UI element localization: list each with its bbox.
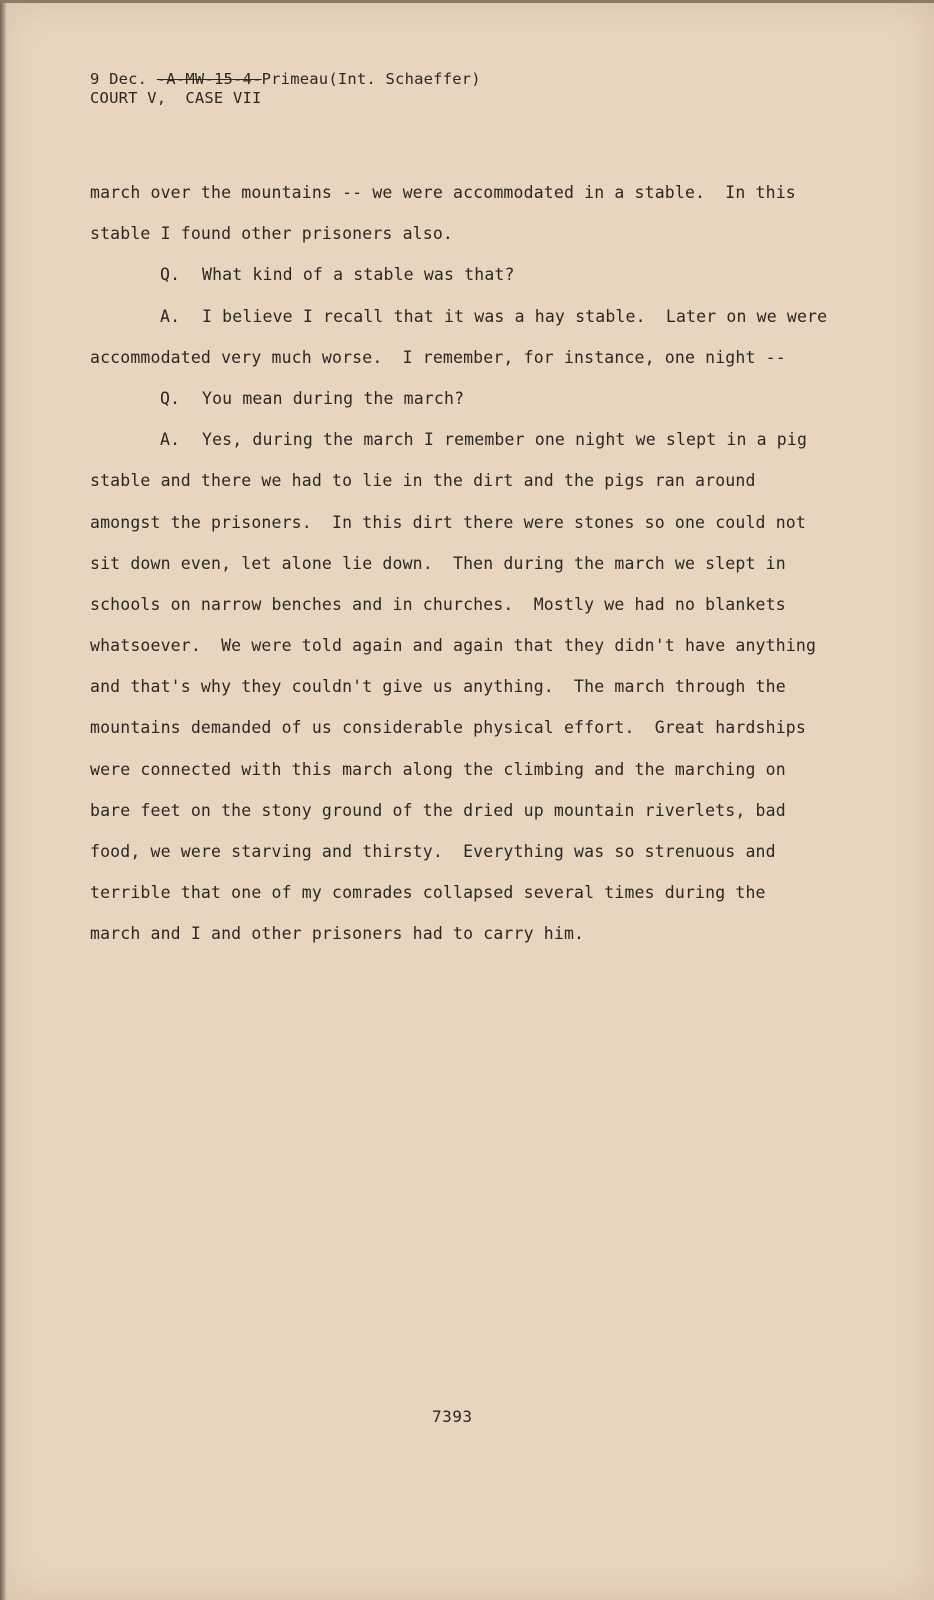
answer-text: I believe I recall that it was a hay stable. Later on we were: [202, 306, 828, 326]
answer-marker: A.: [160, 430, 181, 450]
transcript-body: [90, 172, 850, 955]
text-line: amongst the prisoners. In this dirt there were stones so one could not: [90, 512, 806, 532]
text-line: march and I and other prisoners had to carry him.: [90, 924, 585, 944]
question-marker: Q.: [160, 388, 181, 408]
text-line: were connected with this march along the climbing and the marching on: [90, 759, 786, 779]
question-line: [90, 254, 850, 295]
text-line: march over the mountains -- we were accommodated in a stable. In this: [90, 183, 796, 202]
question-marker: Q.: [160, 265, 181, 285]
page-left-edge: [0, 0, 6, 1600]
header-struck-code: -A-MW-15-4-: [156, 70, 262, 88]
answer-line: [90, 419, 850, 460]
text-line: sit down even, let alone lie down. Then during the march we slept in: [90, 553, 786, 573]
text-line: mountains demanded of us considerable physical effort. Great hardships: [90, 718, 806, 738]
header-names: Primeau(Int. Schaeffer): [261, 70, 481, 88]
text-line: stable I found other prisoners also.: [90, 224, 454, 244]
text-line: schools on narrow benches and in churches. Mostly we had no blankets: [90, 594, 786, 614]
text-line: stable and there we had to lie in the dirt and the pigs ran around: [90, 471, 756, 491]
text-line: bare feet on the stony ground of the dried up mountain riverlets, bad: [90, 800, 786, 820]
answer-line: [90, 296, 850, 337]
question-text: You mean during the march?: [202, 388, 465, 408]
text-line: terrible that one of my comrades collapsed several times during the: [90, 883, 766, 903]
header-line-1: [90, 70, 481, 89]
text-line: food, we were starving and thirsty. Everything was so strenuous and: [90, 842, 776, 861]
question-line: [90, 378, 850, 419]
answer-text: Yes, during the march I remember one night we slept in a pig: [202, 430, 808, 450]
page-top-edge: [0, 0, 934, 3]
page-number: 7393: [432, 1407, 473, 1426]
header-date: 9 Dec.: [90, 70, 148, 88]
question-text: What kind of a stable was that?: [202, 265, 515, 285]
text-line: and that's why they couldn't give us anything. The march through the: [90, 677, 786, 697]
document-header: [90, 70, 481, 108]
header-line-2: COURT V, CASE VII: [90, 89, 262, 107]
answer-marker: A.: [160, 306, 181, 326]
text-line: whatsoever. We were told again and again that they didn't have anything: [90, 636, 817, 656]
text-line: accommodated very much worse. I remember, for instance, one night --: [90, 347, 786, 367]
